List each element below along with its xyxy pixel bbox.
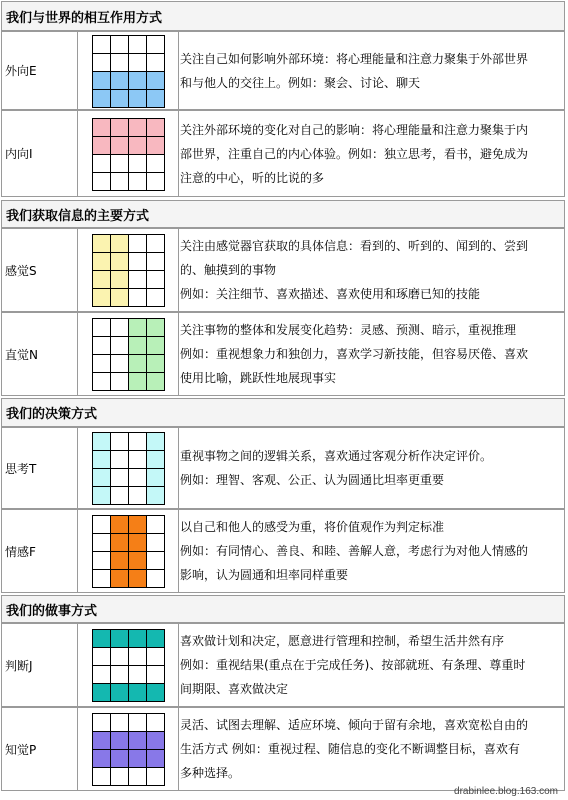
grid-square [129, 552, 147, 570]
grid-square [147, 630, 165, 648]
row-sensing [1, 228, 565, 312]
description [180, 708, 562, 790]
grid-square [111, 271, 129, 289]
grid-square [129, 433, 147, 451]
grid-square [147, 155, 165, 173]
type-label: 内向I [2, 111, 78, 196]
grid-square [93, 469, 111, 487]
grid-square [147, 666, 165, 684]
grid-cell [78, 32, 179, 109]
description [180, 111, 562, 196]
grid-square [111, 119, 129, 137]
preference-grid [92, 629, 165, 702]
grid-square [129, 90, 147, 108]
grid-square [111, 72, 129, 90]
grid-square [129, 469, 147, 487]
grid-square [147, 137, 165, 155]
grid-square [93, 337, 111, 355]
grid-square [93, 90, 111, 108]
description-line: 和与他人的交往上。例如：聚会、讨论、聊天 [180, 75, 421, 90]
grid-square [111, 433, 129, 451]
grid-square [93, 289, 111, 307]
grid-square [147, 90, 165, 108]
description-line: 例如：重视结果(重点在于完成任务)、按部就班、有条理、尊重时 [180, 658, 526, 672]
type-label: 情感F [2, 510, 78, 592]
grid-square [129, 714, 147, 732]
grid-square [147, 119, 165, 137]
row-introvert [1, 110, 565, 197]
description-line: 重视事物之间的逻辑关系，喜欢通过客观分析作决定评价。 [180, 449, 493, 463]
grid-square [93, 137, 111, 155]
grid-square [129, 72, 147, 90]
description-line: 以自己和他人的感受为重，将价值观作为判定标准 [180, 520, 445, 534]
row-judging [1, 623, 565, 707]
grid-square [147, 750, 165, 768]
grid-square [93, 732, 111, 750]
description [180, 313, 562, 395]
grid-square [129, 289, 147, 307]
grid-square [129, 173, 147, 191]
description [180, 428, 562, 508]
grid-square [147, 552, 165, 570]
grid-square [129, 271, 147, 289]
grid-square [111, 732, 129, 750]
type-label: 思考T [2, 428, 78, 508]
grid-square [111, 90, 129, 108]
grid-square [111, 648, 129, 666]
grid-square [111, 137, 129, 155]
grid-square [93, 373, 111, 391]
grid-square [111, 516, 129, 534]
grid-square [147, 534, 165, 552]
grid-square [129, 732, 147, 750]
description-line: 例如：关注细节、喜欢描述、喜欢使用和琢磨已知的技能 [180, 287, 481, 301]
grid-square [111, 54, 129, 72]
row-extravert [1, 31, 565, 110]
grid-square [111, 289, 129, 307]
grid-square [93, 666, 111, 684]
grid-square [129, 319, 147, 337]
grid-square [111, 630, 129, 648]
grid-square [93, 487, 111, 505]
grid-square [111, 235, 129, 253]
grid-square [111, 373, 129, 391]
description-line: 关注事物的整体和发展变化趋势：灵感、预测、暗示，重视推理 [180, 323, 517, 337]
grid-square [111, 319, 129, 337]
description [180, 624, 562, 706]
row-perceiving [1, 707, 565, 791]
type-label: 感觉S [2, 229, 78, 311]
grid-square [93, 319, 111, 337]
grid-square [129, 235, 147, 253]
row-feeling [1, 509, 565, 593]
description-line: 关注自己如何影响外部环境：将心理能量和注意力聚集于外部世界 [180, 51, 529, 66]
grid-square [111, 750, 129, 768]
section-header: 我们获取信息的主要方式 [1, 200, 565, 228]
grid-square [147, 271, 165, 289]
grid-square [93, 119, 111, 137]
description-line: 影响，认为圆通和坦率同样重要 [180, 568, 349, 582]
grid-square [147, 235, 165, 253]
grid-square [111, 451, 129, 469]
grid-square [147, 36, 165, 54]
description-line: 例如：理智、客观、公正、认为圆通比坦率更重要 [180, 473, 445, 487]
grid-square [147, 516, 165, 534]
type-label: 判断J [2, 624, 78, 706]
preference-grid [92, 515, 165, 588]
description-line: 部世界，注重自己的内心体验。例如：独立思考，看书，避免成为 [180, 146, 529, 161]
grid-square [111, 253, 129, 271]
grid-square [147, 173, 165, 191]
preference-grid [92, 713, 165, 786]
grid-square [111, 337, 129, 355]
preference-grid [92, 118, 165, 191]
grid-square [147, 732, 165, 750]
grid-square [129, 137, 147, 155]
grid-square [111, 552, 129, 570]
description-line: 喜欢做计划和决定，愿意进行管理和控制，希望生活井然有序 [180, 634, 505, 648]
grid-square [111, 534, 129, 552]
row-intuition [1, 312, 565, 396]
grid-cell [78, 111, 179, 196]
grid-square [129, 487, 147, 505]
grid-square [111, 469, 129, 487]
row-thinking [1, 427, 565, 509]
grid-square [129, 516, 147, 534]
grid-square [93, 684, 111, 702]
type-label: 直觉N [2, 313, 78, 395]
grid-square [147, 253, 165, 271]
preference-grid [92, 318, 165, 391]
grid-square [147, 54, 165, 72]
grid-square [129, 337, 147, 355]
grid-square [129, 768, 147, 786]
grid-square [93, 552, 111, 570]
description-line: 例如：重视想象力和独创力，喜欢学习新技能，但容易厌倦、喜欢 [180, 347, 529, 361]
grid-square [129, 684, 147, 702]
grid-square [111, 768, 129, 786]
description-line: 多种选择。 [180, 766, 241, 780]
grid-square [147, 72, 165, 90]
grid-square [93, 36, 111, 54]
type-label: 知觉P [2, 708, 78, 790]
grid-square [111, 714, 129, 732]
grid-square [111, 684, 129, 702]
description-line: 关注由感觉器官获取的具体信息：看到的、听到的、闻到的、尝到 [180, 239, 529, 253]
grid-square [147, 433, 165, 451]
grid-square [129, 155, 147, 173]
grid-square [111, 570, 129, 588]
grid-cell [78, 624, 179, 706]
description-line: 间期限、喜欢做决定 [180, 682, 289, 696]
grid-square [147, 337, 165, 355]
grid-square [147, 289, 165, 307]
grid-cell [78, 313, 179, 395]
grid-cell [78, 428, 179, 508]
description-line: 关注外部环境的变化对自己的影响：将心理能量和注意力聚集于内 [180, 122, 529, 137]
section-header: 我们与世界的相互作用方式 [1, 1, 565, 31]
grid-square [129, 534, 147, 552]
grid-square [147, 714, 165, 732]
grid-square [93, 648, 111, 666]
grid-square [129, 36, 147, 54]
grid-square [129, 373, 147, 391]
grid-square [111, 36, 129, 54]
grid-square [93, 768, 111, 786]
grid-square [129, 54, 147, 72]
grid-square [93, 534, 111, 552]
grid-square [93, 253, 111, 271]
preference-grid [92, 432, 165, 505]
grid-square [147, 373, 165, 391]
grid-square [147, 319, 165, 337]
grid-square [93, 750, 111, 768]
grid-square [147, 487, 165, 505]
type-label: 外向E [2, 32, 78, 109]
preference-grid [92, 35, 165, 108]
grid-square [147, 570, 165, 588]
grid-cell [78, 229, 179, 311]
grid-square [93, 570, 111, 588]
grid-square [147, 684, 165, 702]
grid-square [93, 630, 111, 648]
grid-square [93, 54, 111, 72]
grid-square [129, 648, 147, 666]
grid-square [129, 253, 147, 271]
grid-square [111, 155, 129, 173]
grid-square [93, 516, 111, 534]
description [180, 510, 562, 592]
grid-square [93, 451, 111, 469]
grid-square [147, 451, 165, 469]
grid-square [93, 235, 111, 253]
grid-square [93, 271, 111, 289]
grid-square [93, 155, 111, 173]
grid-square [129, 666, 147, 684]
grid-square [93, 173, 111, 191]
description [180, 32, 562, 109]
description [180, 229, 562, 311]
grid-square [93, 714, 111, 732]
description-line: 使用比喻，跳跃性地展现事实 [180, 371, 337, 385]
grid-square [111, 355, 129, 373]
grid-square [129, 451, 147, 469]
watermark: drabinlee.blog.163.com [454, 786, 558, 797]
grid-cell [78, 510, 179, 592]
grid-square [93, 72, 111, 90]
grid-square [147, 648, 165, 666]
grid-square [93, 355, 111, 373]
grid-square [147, 469, 165, 487]
grid-square [129, 119, 147, 137]
description-line: 的、触摸到的事物 [180, 263, 277, 277]
grid-square [111, 487, 129, 505]
grid-square [147, 355, 165, 373]
grid-square [129, 750, 147, 768]
grid-square [129, 570, 147, 588]
description-line: 例如：有同情心、善良、和睦、善解人意，考虑行为对他人情感的 [180, 544, 529, 558]
description-line: 注意的中心，听的比说的多 [180, 170, 325, 185]
section-header: 我们的决策方式 [1, 398, 565, 427]
grid-square [129, 355, 147, 373]
grid-cell [78, 708, 179, 790]
grid-square [93, 433, 111, 451]
preference-grid [92, 234, 165, 307]
grid-square [111, 173, 129, 191]
section-header: 我们的做事方式 [1, 595, 565, 623]
grid-square [111, 666, 129, 684]
description-line: 灵活、试图去理解、适应环境、倾向于留有余地，喜欢宽松自由的 [180, 718, 529, 732]
grid-square [129, 630, 147, 648]
grid-square [147, 768, 165, 786]
description-line: 生活方式 例如：重视过程、随信息的变化不断调整目标，喜欢有 [180, 742, 520, 756]
